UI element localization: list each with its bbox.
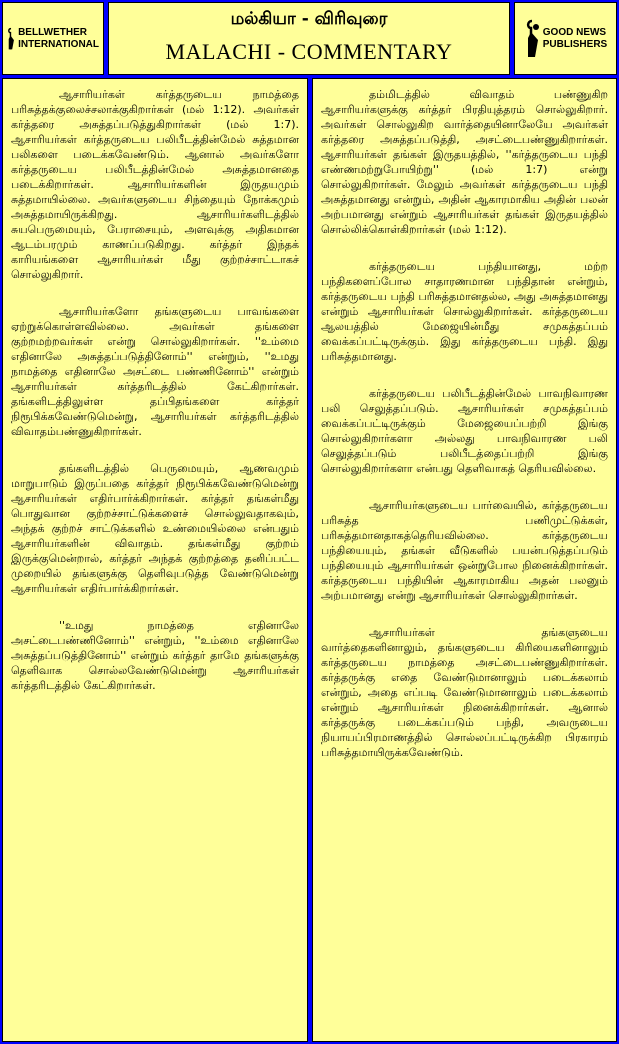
logo-left-line2: INTERNATIONAL bbox=[18, 38, 99, 50]
paragraph: ''உமது நாமத்தை எதினாலே அசட்டைபண்ணினோம்'' என்றும், ''உம்மை எதினாலே அசுத்தப்படுத்தினோம்'' என்றும் கர்த்தர் தாமே தங்களுக்கு தெளிவாக சொல்லவேண்டுமென்று ஆசாரியர்கள் கர்த்தரிடத்தில் கேட்கிறார்கள். bbox=[11, 619, 299, 692]
right-column bbox=[312, 78, 617, 1042]
logo-right-line1: GOOD NEWS bbox=[542, 26, 607, 38]
shepherd-icon bbox=[7, 19, 15, 59]
paragraph: ஆசாரியர்களுடைய பார்வையில், கர்த்தருடைய பரிசுத்த பணிமுட்டுக்கள், பரிசுத்தமானதாகத்தெரியவில்லை. கர்த்தருடைய பந்தியையும், தங்கள் வீடுகளில் பயன்படுத்தப்படும் பந்தியையும் ஆசாரியர்கள் ஒன்றுபோல நினைக்கிறார்கள். கர்த்தருடைய பந்தியின் ஆகாரமாகிய அதன் பலனும் அற்பமானது என்று ஆசாரியர்கள் சொல்லுகிறார்கள். bbox=[321, 499, 608, 602]
good-news-logo bbox=[514, 2, 617, 75]
page-title-tamil: மல்கியா - விரிவுரை bbox=[230, 9, 388, 29]
paragraph: ஆசாரியர்கள் கர்த்தருடைய நாமத்தை பரிசுத்தக்குலைச்சலாக்குகிறார்கள் (மல் 1:12). அவர்கள் கர்த்தரை அசுத்தப்படுத்துகிறார்கள் (மல் 1:7). ஆசாரியர்கள் கர்த்தருடைய பலிபீடத்தின்மேல் சுத்தமான பலிகளை படைக்கவேண்டும். ஆனால் அவர்களோ கர்த்தருடைய பலிபீடத்தின்மேல் அசுத்தமானதை படைக்கிறார்கள். ஆசாரியர்களின் இருதயமும் சுத்தமாயில்லை. அவர்களுடைய சிந்தையும் நோக்கமும் அசுத்தமாயிருக்கிறது. ஆசாரியர்களிடத்தில் சுயபெருமையும், பேராசையும், அளவுக்கு அதிகமான ஆடம்பரமும் காணப்படுகிறது. கர்த்தர் இந்தக் காரியங்களை ஆசாரியர்கள் மீது குற்றச்சாட்டாகச் சொல்லுகிறார். bbox=[11, 88, 299, 281]
paragraph: தம்மிடத்தில் விவாதம் பண்ணுகிற ஆசாரியர்களுக்கு கர்த்தர் பிரதியுத்தரம் சொல்லுகிறார். அவர்கள் சொல்லுகிற வார்த்தையினாலேயே அவர்கள் கர்த்தரை அசுத்தப்படுத்தி, அசட்டைபண்ணுகிறார்கள். ஆசாரியர்கள் தங்கள் இருதயத்தில், ''கர்த்தருடைய பந்தி எண்ணமற்றுபோயிற்று'' (மல் 1:7) என்று சொல்லுகிறார்கள். மேலும் அவர்கள் கர்த்தருடைய பந்தி அசுத்தமானது என்றும், அதின் ஆகாரமாகிய அதின் பலன் அற்பமானது என்றும் ஆசாரியர்கள் தங்கள் இருதயத்தில் சொல்லிக்கொள்கிறார்கள் (மல் 1:12). bbox=[321, 88, 608, 236]
logo-left-line1: BELLWETHER bbox=[18, 26, 87, 38]
paragraph: கர்த்தருடைய பந்தியானது, மற்ற பந்திகளைப்போல சாதாரணமான பந்திதான் என்றும், கர்த்தருடைய பந்தி பரிசுத்தமானதல்ல, அது அசுத்தமானது என்றும் ஆசாரியர்கள் சொல்லுகிறார்கள். கர்த்தருடைய ஆலயத்தில் மேஜையின்மீது சமுகத்தப்பம் வைக்கப்பட்டிருக்கும். இது கர்த்தருடைய பந்தி. இது பரிசுத்தமானது. bbox=[321, 260, 608, 363]
bellwether-logo bbox=[2, 2, 104, 75]
shepherd-icon bbox=[524, 19, 540, 59]
logo-right-line2: PUBLISHERS bbox=[542, 38, 608, 50]
title-banner bbox=[108, 2, 510, 75]
paragraph: ஆசாரியர்களோ தங்களுடைய பாவங்களை ஏற்றுக்கொள்ளவில்லை. அவர்கள் தங்களை குற்றமற்றவர்கள் என்று சொல்லுகிறார்கள். ''உம்மை எதினாலே அசுத்தப்படுத்தினோம்'' என்றும், ''உமது நாமத்தை எதினாலே அசட்டை பண்ணினோம்'' என்றும் ஆசாரியர்கள் கர்த்தரிடத்தில் கேட்கிறார்கள். தங்களிடத்திலுள்ள தப்பிதங்களை கர்த்தர் நிரூபிக்கவேண்டுமென்று, ஆசாரியர்கள் கர்த்தரிடத்தில் விவாதம்பண்ணுகிறார்கள். bbox=[11, 305, 299, 438]
paragraph: கர்த்தருடைய பலிபீடத்தின்மேல் பாவநிவாரண பலி செலுத்தப்படும். ஆசாரியர்கள் சமுகத்தப்பம் வைக்கப்பட்டிருக்கும் மேஜையைப்பற்றி இங்கு சொல்லுகிறார்களா அல்லது பாவநிவாரண பலி செலுத்தப்படும் பலிபீடத்தைப்பற்றி இங்கு சொல்லுகிறார்களா என்பது தெளிவாகத் தெரியவில்லை. bbox=[321, 387, 608, 475]
paragraph: ஆசாரியர்கள் தங்களுடைய வார்த்தைகளினாலும், தங்களுடைய கிரியைகளினாலும் கர்த்தருடைய நாமத்தை அசட்டைபண்ணுகிறார்கள். கர்த்தருக்கு எதை வேண்டுமானாலும் படைக்கலாம் என்றும், அதை எப்படி வேண்டுமானாலும் படைக்கலாம் என்றும் ஆசாரியர்கள் நினைக்கிறார்கள். ஆனால் கர்த்தருக்கு படைக்கப்படும் பந்தி, அவருடைய நியாயப்பிரமாணத்தில் சொல்லப்பட்டிருக்கிற பிரகாரம் பரிசுத்தமாயிருக்கவேண்டும். bbox=[321, 626, 608, 759]
left-column bbox=[2, 78, 308, 1042]
page-title-english: MALACHI - COMMENTARY bbox=[165, 39, 453, 64]
paragraph: தங்களிடத்தில் பெருமையும், ஆணவமும் மாறுபாடும் இருப்பதை கர்த்தர் நிரூபிக்கவேண்டுமென்று ஆசாரியர்கள் எதிர்பார்க்கிறார்கள். கர்த்தர் தங்கள்மீது பொதுவான குற்றச்சாட்டுக்களைச் சொல்லுவதாகவும், அந்தக் குற்றச் சாட்டுக்களில் உண்மையில்லை என்பதும் ஆசாரியர்களின் விவாதம். தங்கள்மீது குற்றம் இருக்குமென்றால், கர்த்தர் அந்தக் குற்றத்தை தனிப்பட்ட முறையில் தங்களுக்கு தெளிவுபடுத்த வேண்டுமென்று ஆசாரியர்கள் எதிர்பார்க்கிறார்கள். bbox=[11, 462, 299, 595]
